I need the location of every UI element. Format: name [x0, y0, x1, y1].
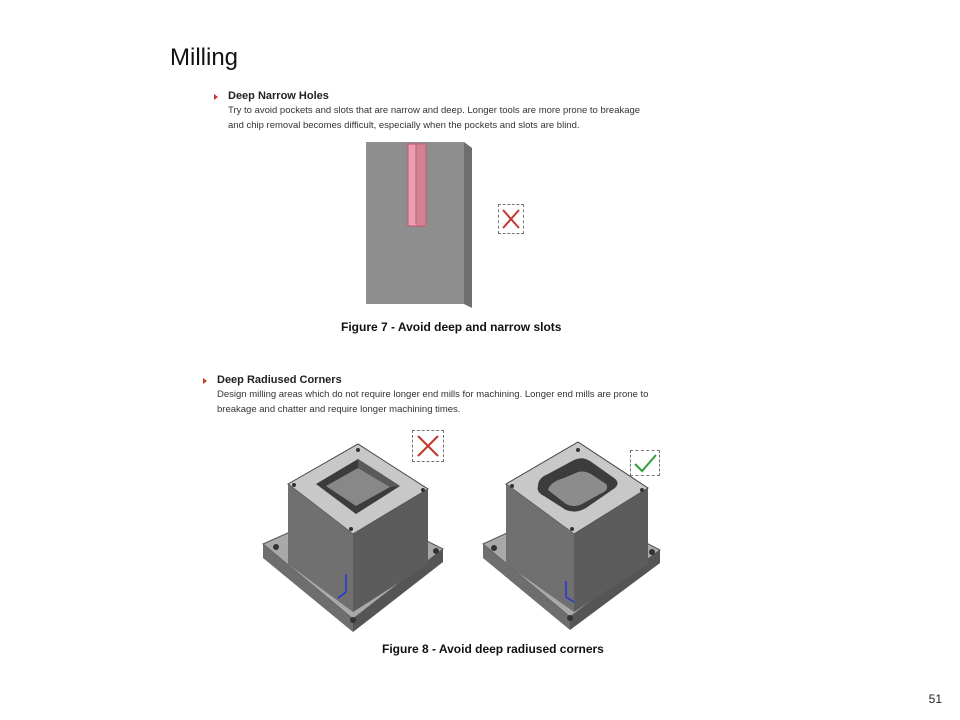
slide-title: Milling: [170, 44, 239, 71]
page-number: 51: [928, 692, 942, 706]
check-box: [630, 450, 660, 476]
section-heading-deep-narrow-holes: Deep Narrow Holes: [228, 90, 329, 102]
section-body-line: breakage and chatter and require longer machining times.: [217, 404, 461, 415]
section-heading-deep-radiused-corners: Deep Radiused Corners: [217, 374, 342, 386]
section-body-line: Try to avoid pockets and slots that are narrow and deep. Longer tools are more prone to breakage: [228, 105, 641, 116]
bullet-icon: [203, 378, 207, 384]
bullet-icon: [214, 94, 218, 100]
cross-box: [498, 204, 524, 234]
figure-8-caption: Figure 8 - Avoid deep radiused corners: [382, 642, 604, 656]
cross-icon: [501, 208, 521, 230]
section-body-line: Design milling areas which do not require longer end mills for machining. Longer end mills are prone to: [217, 389, 649, 400]
check-icon: [633, 452, 657, 474]
cross-icon: [416, 434, 440, 458]
section-body-line: and chip removal becomes difficult, especially when the pockets and slots are blind.: [228, 120, 580, 131]
cross-box: [412, 430, 444, 462]
figure-7-caption: Figure 7 - Avoid deep and narrow slots: [341, 320, 562, 334]
figure-7-slotted-block: [360, 138, 480, 310]
